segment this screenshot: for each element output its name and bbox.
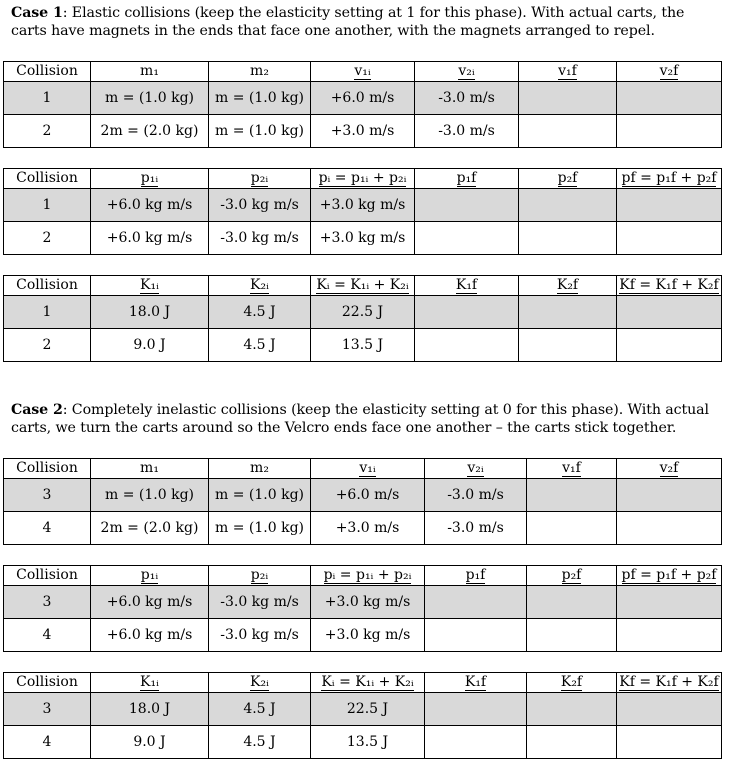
table-cell: 1 — [4, 82, 91, 115]
table-cell: +3.0 m/s — [311, 512, 425, 545]
table-cell: -3.0 m/s — [415, 115, 519, 148]
table-cell: 2m = (2.0 kg) — [91, 512, 209, 545]
header-cell: p₂ᵢ — [209, 566, 311, 586]
header-cell: Collision — [4, 169, 91, 189]
answer-cell[interactable] — [519, 189, 617, 222]
table-cell: 1 — [4, 189, 91, 222]
answer-cell[interactable] — [527, 619, 617, 652]
header-cell: p₁f — [415, 169, 519, 189]
answer-cell[interactable] — [527, 693, 617, 726]
header-cell: m₂ — [209, 459, 311, 479]
header-cell: v₂ᵢ — [415, 62, 519, 82]
case-1-description — [11, 4, 723, 40]
header-cell: K₂ᵢ — [209, 276, 311, 296]
table-row — [4, 479, 722, 512]
answer-cell[interactable] — [617, 82, 722, 115]
table-cell: 4.5 J — [209, 693, 311, 726]
table-row — [4, 115, 722, 148]
table-cell: 3 — [4, 693, 91, 726]
table-cell: m = (1.0 kg) — [209, 479, 311, 512]
header-cell: m₁ — [91, 459, 209, 479]
table-cell: 2 — [4, 115, 91, 148]
answer-cell[interactable] — [519, 82, 617, 115]
table-row — [4, 189, 722, 222]
header-cell: K₂f — [527, 673, 617, 693]
answer-cell[interactable] — [415, 329, 519, 362]
table-header-row — [4, 459, 722, 479]
case-1-velocity-table — [3, 61, 722, 148]
table-cell: +3.0 kg m/s — [311, 619, 425, 652]
answer-cell[interactable] — [519, 222, 617, 255]
table-cell: m = (1.0 kg) — [209, 82, 311, 115]
answer-cell[interactable] — [519, 296, 617, 329]
header-cell: Collision — [4, 276, 91, 296]
table-cell: -3.0 kg m/s — [209, 586, 311, 619]
table-cell: 4.5 J — [209, 726, 311, 759]
table-cell: +3.0 m/s — [311, 115, 415, 148]
table-cell: 2 — [4, 329, 91, 362]
table-cell: +6.0 kg m/s — [91, 586, 209, 619]
table-cell: -3.0 m/s — [425, 512, 527, 545]
header-cell: K₁f — [415, 276, 519, 296]
header-cell: Kᵢ = K₁ᵢ + K₂ᵢ — [311, 673, 425, 693]
answer-cell[interactable] — [617, 296, 722, 329]
header-cell: p₂f — [527, 566, 617, 586]
case-1-label: Case 1 — [11, 5, 63, 21]
table-row — [4, 693, 722, 726]
answer-cell[interactable] — [527, 512, 617, 545]
table-cell: 13.5 J — [311, 329, 415, 362]
table-cell: +6.0 kg m/s — [91, 222, 209, 255]
table-row — [4, 329, 722, 362]
case-2-momentum-table — [3, 565, 722, 652]
answer-cell[interactable] — [527, 726, 617, 759]
header-cell: pf = p₁f + p₂f — [617, 566, 722, 586]
table-cell: 4 — [4, 726, 91, 759]
header-cell: Collision — [4, 62, 91, 82]
table-header-row — [4, 566, 722, 586]
table-cell: m = (1.0 kg) — [91, 479, 209, 512]
header-cell: v₂f — [617, 62, 722, 82]
answer-cell[interactable] — [425, 726, 527, 759]
case-1-text: : Elastic collisions (keep the elasticity setting at 1 for this phase). With actual carts, the carts have magnets in the ends that face one another, with the magnets arranged to repel. — [11, 5, 685, 39]
table-cell: +3.0 kg m/s — [311, 222, 415, 255]
case-1-momentum-table — [3, 168, 722, 255]
table-cell: +6.0 kg m/s — [91, 619, 209, 652]
table-cell: 4.5 J — [209, 329, 311, 362]
table-cell: +3.0 kg m/s — [311, 586, 425, 619]
case-2-description — [11, 401, 723, 437]
answer-cell[interactable] — [519, 329, 617, 362]
header-cell: v₁f — [527, 459, 617, 479]
table-cell: 2 — [4, 222, 91, 255]
header-cell: Collision — [4, 673, 91, 693]
answer-cell[interactable] — [415, 296, 519, 329]
answer-cell[interactable] — [415, 189, 519, 222]
header-cell: Kf = K₁f + K₂f — [617, 276, 722, 296]
case-2-velocity-table — [3, 458, 722, 545]
header-cell: Collision — [4, 566, 91, 586]
header-cell: K₁f — [425, 673, 527, 693]
table-cell: 2m = (2.0 kg) — [91, 115, 209, 148]
table-cell: -3.0 m/s — [425, 479, 527, 512]
answer-cell[interactable] — [425, 693, 527, 726]
table-cell: 18.0 J — [91, 296, 209, 329]
table-row — [4, 222, 722, 255]
header-cell: Kᵢ = K₁ᵢ + K₂ᵢ — [311, 276, 415, 296]
table-cell: +6.0 m/s — [311, 82, 415, 115]
answer-cell[interactable] — [527, 479, 617, 512]
header-cell: v₁ᵢ — [311, 62, 415, 82]
table-row — [4, 296, 722, 329]
case-2-text: : Completely inelastic collisions (keep the elasticity setting at 0 for this phase). With actual carts, we turn the carts around so the Velcro ends face one another – the carts stick together. — [11, 402, 709, 436]
answer-cell[interactable] — [617, 586, 722, 619]
answer-cell[interactable] — [617, 726, 722, 759]
header-cell: K₂f — [519, 276, 617, 296]
table-row — [4, 586, 722, 619]
table-row — [4, 619, 722, 652]
table-cell: m = (1.0 kg) — [209, 512, 311, 545]
header-cell: m₂ — [209, 62, 311, 82]
table-header-row — [4, 276, 722, 296]
table-cell: -3.0 kg m/s — [209, 189, 311, 222]
table-row — [4, 512, 722, 545]
answer-cell[interactable] — [617, 189, 722, 222]
table-cell: -3.0 kg m/s — [209, 619, 311, 652]
table-header-row — [4, 169, 722, 189]
answer-cell[interactable] — [617, 115, 722, 148]
table-row — [4, 726, 722, 759]
answer-cell[interactable] — [415, 222, 519, 255]
answer-cell[interactable] — [617, 222, 722, 255]
header-cell: K₁ᵢ — [91, 276, 209, 296]
table-cell: 1 — [4, 296, 91, 329]
case-1-energy-table — [3, 275, 722, 362]
answer-cell[interactable] — [519, 115, 617, 148]
header-cell: v₁f — [519, 62, 617, 82]
table-cell: 3 — [4, 479, 91, 512]
case-2-label: Case 2 — [11, 402, 63, 418]
table-cell: 4.5 J — [209, 296, 311, 329]
answer-cell[interactable] — [617, 329, 722, 362]
case-2-energy-table — [3, 672, 722, 759]
table-header-row — [4, 62, 722, 82]
header-cell: Kf = K₁f + K₂f — [617, 673, 722, 693]
table-row — [4, 82, 722, 115]
table-cell: 3 — [4, 586, 91, 619]
table-cell: 9.0 J — [91, 329, 209, 362]
answer-cell[interactable] — [617, 479, 722, 512]
header-cell: K₂ᵢ — [209, 673, 311, 693]
answer-cell[interactable] — [425, 619, 527, 652]
header-cell: p₂f — [519, 169, 617, 189]
table-cell: 4 — [4, 512, 91, 545]
table-cell: +6.0 kg m/s — [91, 189, 209, 222]
header-cell: p₂ᵢ — [209, 169, 311, 189]
answer-cell[interactable] — [617, 619, 722, 652]
table-cell: m = (1.0 kg) — [209, 115, 311, 148]
header-cell: v₂f — [617, 459, 722, 479]
answer-cell[interactable] — [617, 512, 722, 545]
table-cell: 18.0 J — [91, 693, 209, 726]
table-cell: 4 — [4, 619, 91, 652]
table-cell: m = (1.0 kg) — [91, 82, 209, 115]
table-cell: 13.5 J — [311, 726, 425, 759]
header-cell: p₁f — [425, 566, 527, 586]
table-cell: 22.5 J — [311, 693, 425, 726]
header-cell: pᵢ = p₁ᵢ + p₂ᵢ — [311, 169, 415, 189]
answer-cell[interactable] — [527, 586, 617, 619]
table-cell: -3.0 m/s — [415, 82, 519, 115]
table-cell: +3.0 kg m/s — [311, 189, 415, 222]
table-cell: +6.0 m/s — [311, 479, 425, 512]
table-cell: -3.0 kg m/s — [209, 222, 311, 255]
answer-cell[interactable] — [617, 693, 722, 726]
header-cell: p₁ᵢ — [91, 566, 209, 586]
header-cell: pf = p₁f + p₂f — [617, 169, 722, 189]
table-header-row — [4, 673, 722, 693]
header-cell: m₁ — [91, 62, 209, 82]
table-cell: 9.0 J — [91, 726, 209, 759]
header-cell: pᵢ = p₁ᵢ + p₂ᵢ — [311, 566, 425, 586]
header-cell: v₁ᵢ — [311, 459, 425, 479]
header-cell: Collision — [4, 459, 91, 479]
header-cell: K₁ᵢ — [91, 673, 209, 693]
answer-cell[interactable] — [425, 586, 527, 619]
table-cell: 22.5 J — [311, 296, 415, 329]
header-cell: v₂ᵢ — [425, 459, 527, 479]
header-cell: p₁ᵢ — [91, 169, 209, 189]
